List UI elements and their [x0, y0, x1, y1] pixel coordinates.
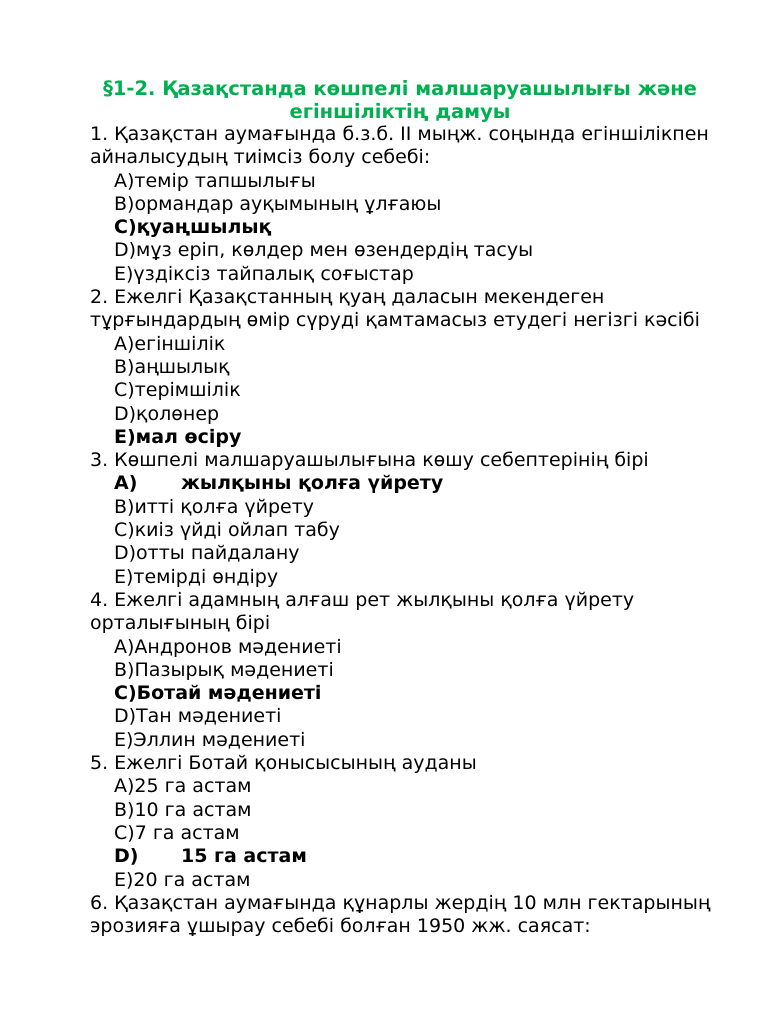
answer-option-correct	[90, 682, 750, 705]
answer-letter: A)	[114, 775, 135, 798]
answer-option	[90, 356, 750, 379]
answer-text: итті қолға үйрету	[134, 495, 315, 518]
answer-text: темірді өндіру	[133, 565, 279, 588]
question-text: 6. Қазақстан аумағында құнарлы жердің 10 млн гектарының эрозияға ұшырау себебі болған 1950 жж. саясат:	[90, 891, 711, 938]
answer-option	[90, 263, 750, 286]
answer-text: отты пайдалану	[136, 542, 300, 565]
answer-list	[90, 472, 750, 588]
answer-letter: D)	[114, 845, 139, 868]
question-block	[90, 752, 750, 892]
answer-letter: C)	[114, 379, 135, 402]
question-block	[90, 892, 750, 939]
answer-text: ормандар ауқымының ұлғаюы	[134, 192, 442, 215]
answer-text: Эллин мәдениеті	[133, 728, 306, 751]
answer-text: қолөнер	[136, 402, 220, 425]
answer-option	[90, 799, 750, 822]
answer-text: мал өсіру	[135, 425, 242, 448]
answer-option-correct	[90, 216, 750, 239]
answer-letter: D)	[114, 705, 137, 728]
answer-option-correct	[90, 845, 750, 868]
answer-letter: D)	[114, 402, 137, 425]
question-block	[90, 589, 750, 752]
answer-option	[90, 542, 750, 565]
answer-option	[90, 170, 750, 193]
answer-letter: B)	[114, 798, 135, 821]
answer-letter: E)	[114, 565, 134, 588]
question-text: 3. Көшпелі малшаруашылығына көшу себептерінің бірі	[90, 449, 649, 472]
questions-list	[90, 123, 750, 938]
question-text: 5. Ежелгі Ботай қонысысының ауданы	[90, 752, 477, 775]
answer-text: мұз еріп, көлдер мен өзендердің тасуы	[136, 239, 534, 262]
answer-text: жылқыны қолға үйрету	[181, 472, 444, 495]
answer-option	[90, 869, 750, 892]
answer-option	[90, 566, 750, 589]
answer-option	[90, 636, 750, 659]
answer-letter: A)	[114, 472, 138, 495]
answer-letter: E)	[114, 728, 134, 751]
answer-letter: E)	[114, 425, 136, 448]
answer-option	[90, 333, 750, 356]
answer-letter: B)	[114, 658, 135, 681]
answer-option	[90, 822, 750, 845]
answer-list	[90, 333, 750, 449]
answer-option	[90, 403, 750, 426]
answer-text: Ботай мәдениеті	[136, 682, 322, 705]
answer-list	[90, 775, 750, 891]
answer-text: 20 га астам	[133, 868, 251, 891]
question-text: 1. Қазақстан аумағында б.з.б. ІІ мыңж. соңында егіншілікпен айналысудың тиімсіз болу себебі:	[90, 123, 709, 169]
answer-text: аңшылық	[134, 355, 230, 378]
answer-letter: D)	[114, 542, 137, 565]
answer-option	[90, 496, 750, 519]
answer-text: Андронов мәдениеті	[134, 635, 342, 658]
answer-option	[90, 379, 750, 402]
answer-list	[90, 636, 750, 752]
answer-letter: C)	[114, 682, 137, 705]
answer-text: 10 га астам	[134, 798, 252, 821]
answer-option-correct	[90, 426, 750, 449]
answer-text: үздіксіз тайпалық соғыстар	[133, 262, 414, 285]
question-block	[90, 123, 750, 286]
answer-text: Тан мәдениеті	[136, 705, 282, 728]
question-block	[90, 286, 750, 449]
answer-option	[90, 775, 750, 798]
answer-option	[90, 659, 750, 682]
answer-text: Пазырық мәдениеті	[134, 658, 334, 681]
answer-letter: A)	[114, 635, 135, 658]
answer-letter: D)	[114, 239, 137, 262]
question-text: 4. Ежелгі адамның алғаш рет жылқыны қолға үйрету орталығының бірі	[90, 588, 635, 635]
answer-letter: C)	[114, 216, 137, 239]
answer-letter: E)	[114, 262, 134, 285]
answer-letter: A)	[114, 169, 135, 192]
answer-option	[90, 705, 750, 728]
answer-text: 15 га астам	[181, 845, 307, 868]
answer-text: егіншілік	[134, 332, 226, 355]
question-block	[90, 449, 750, 589]
answer-option	[90, 193, 750, 216]
answer-letter: E)	[114, 868, 134, 891]
answer-text: 7 га астам	[134, 821, 240, 844]
answer-option	[90, 519, 750, 542]
answer-list	[90, 170, 750, 286]
answer-option-correct	[90, 472, 750, 495]
answer-letter: C)	[114, 519, 135, 542]
answer-option	[90, 729, 750, 752]
answer-text: қуаңшылық	[136, 216, 272, 239]
answer-text: 25 га астам	[134, 775, 252, 798]
answer-letter: A)	[114, 332, 135, 355]
answer-letter: B)	[114, 192, 135, 215]
answer-letter: B)	[114, 495, 135, 518]
answer-option	[90, 239, 750, 262]
answer-text: терімшілік	[134, 379, 241, 402]
answer-letter: C)	[114, 821, 135, 844]
answer-text: темір тапшылығы	[134, 169, 316, 192]
answer-letter: B)	[114, 355, 135, 378]
page-title: §1-2. Қазақстанда көшпелі малшаруашылығы және егіншіліктің дамуы	[103, 77, 697, 123]
question-text: 2. Ежелгі Қазақстанның қуаң даласын мекендеген тұрғындардың өмір сүруді қамтамасыз етудегі негізгі кәсібі	[90, 286, 700, 332]
answer-text: киіз үйді ойлап табу	[134, 519, 340, 542]
